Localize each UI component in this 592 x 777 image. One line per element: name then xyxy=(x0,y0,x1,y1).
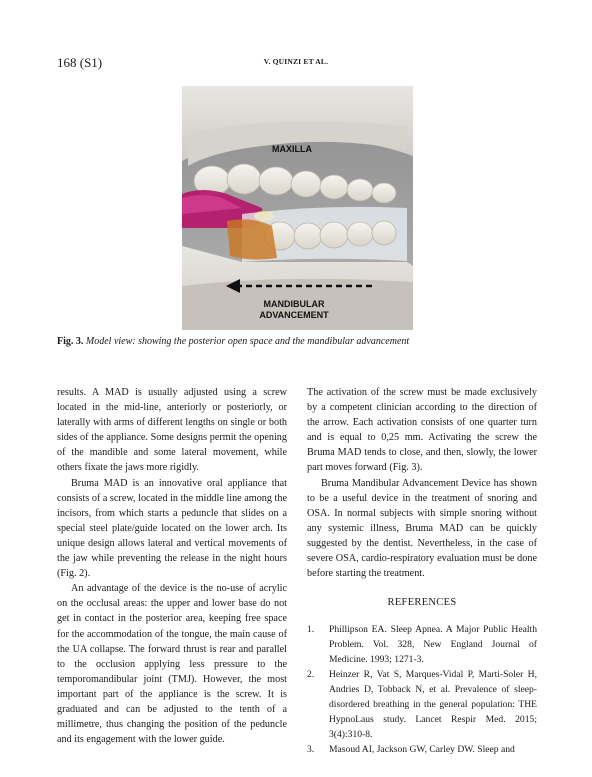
dental-model-illustration xyxy=(182,86,413,330)
references-heading: REFERENCES xyxy=(387,597,457,609)
figure-photo xyxy=(182,86,413,330)
photo-label-mandibular: MANDIBULAR xyxy=(263,299,325,309)
paragraph: Bruma MAD is an innovative oral appliance that consists of a screw, located in the middle line among the incisors, from which starts a peduncle that slides on a special steel plate/guide located on the lower arch. Its unique design allows lateral and vertical movements of the jaw while preventing the release in the night hours (Fig. 2). xyxy=(57,477,287,580)
photo-label-advancement: ADVANCEMENT xyxy=(259,310,329,320)
reference-text: Phillipson EA. Sleep Apnea. A Major Public Health Problem. Vol. 328, New England Journal of Medicine. 1993; 1271-3. xyxy=(329,624,537,666)
reference-text: Heinzer R, Vat S, Marques-Vidal P, Marti-Soler H, Andries D, Tobback N, et al. Prevalence of sleep-disordered breathing in the general population: THE HypnoLaus study. Lancet Respir Med. 2015; 3(4):310-8. xyxy=(329,669,537,741)
figure-caption xyxy=(57,336,537,347)
reference-item xyxy=(307,667,537,742)
reference-number: 1. xyxy=(307,624,315,636)
reference-number: 3. xyxy=(307,744,315,756)
reference-item xyxy=(307,742,537,757)
page-number: 168 (S1) xyxy=(57,55,103,70)
left-column xyxy=(57,385,287,747)
caption-label: Fig. 3. xyxy=(57,336,84,347)
reference-text: Masoud AI, Jackson GW, Carley DW. Sleep and xyxy=(329,744,515,756)
right-column xyxy=(307,385,537,757)
paragraph: Bruma Mandibular Advancement Device has shown to be a useful device in the treatment of snoring and OSA. In normal subjects with simple snoring without any systemic illness, Bruma MAD can be quickly suggested by the dentist. Nevertheless, in the case of severe OSA, cardio-respiratory evaluation must be done before starting the treatment. xyxy=(307,477,537,580)
reference-item xyxy=(307,622,537,667)
paragraph: An advantage of the device is the no-use of acrylic on the occlusal areas: the upper and lower base do not get in contact in the posterior area, keeping free space for the accommodation of the tongue, the main cause of the UA collapse. The forward thrust is rear and parallel to the occlusion applying less pressure to the temporomandibular joint (TMJ). However, the most important part of the appliance is the screw. It is graduated and can be adjusted to the tenth of a millimetre, thus changing the position of the peduncle and its engagement with the lower guide. xyxy=(57,583,287,746)
paragraph: The activation of the screw must be made exclusively by a competent clinician according to the direction of the arrow. Each activation consists of one quarter turn and is equal to 0,25 mm. Activating the screw the Bruma MAD tends to close, and then, slowly, the lower part moves forward (Fig. 3). xyxy=(307,387,537,474)
reference-number: 2. xyxy=(307,669,315,681)
paragraph: results. A MAD is usually adjusted using a screw located in the mid-line, anteriorly or posteriorly, or laterally with arms of different lengths on single or both sides of the appliance. Some designs permit the opening of the mandible and some lateral movement, while others fixate the jaws more rigidly. xyxy=(57,387,287,474)
running-head: V. QUINZI ET AL. xyxy=(263,57,329,66)
photo-label-maxilla: MAXILLA xyxy=(272,144,312,154)
caption-text: Model view: showing the posterior open space and the mandibular advancement xyxy=(85,336,410,347)
